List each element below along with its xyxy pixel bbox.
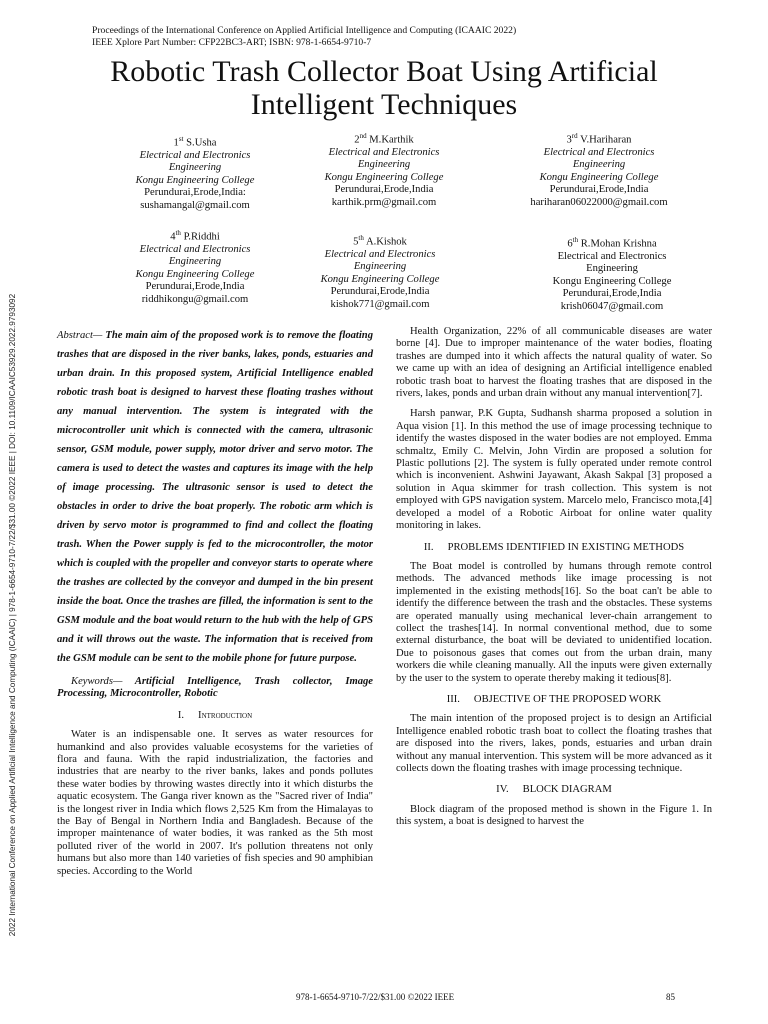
paper-title — [60, 55, 708, 121]
author-block — [284, 130, 484, 209]
author-college: Kongu Engineering College — [539, 171, 659, 183]
author-college: Kongu Engineering College — [320, 273, 440, 285]
author-email: hariharan06022000@gmail.com — [530, 196, 668, 208]
author-college: Kongu Engineering College — [135, 268, 255, 280]
section-heading-problems: II. PROBLEMS IDENTIFIED IN EXISTING METHODS — [423, 541, 685, 553]
keywords: Keywords— Artificial Intelligence, Trash collector, Image Processing, Microcontroller, Robotic — [57, 676, 373, 700]
author-dept-2: Engineering — [168, 162, 222, 174]
author-email: kishok771@gmail.com — [330, 298, 430, 310]
left-column — [57, 326, 373, 878]
paper-title-line-2: Intelligent Techniques — [250, 88, 518, 121]
copyright-footer: 978-1-6654-9710-7/22/$31.00 ©2022 IEEE — [296, 992, 455, 1002]
intro-paragraph-continued: Health Organization, 22% of all communicable diseases are water borne [4]. Due to improper maintenance of the water bodies, floating trashes are dumped into it which affects the natural quality of water. So we came up with an idea of designing an Artificial intelligence enabled robotic trash boat to harvest the floating trashes that are disposed in the rivers, lakes, ponds and urban drain without any manual intervention[7]. — [396, 326, 712, 400]
block-diagram-paragraph: Block diagram of the proposed method is shown in the Figure 1. In this system, a boat is designed to harvest the — [396, 803, 712, 828]
abstract: Abstract— The main aim of the proposed work is to remove the floating trashes that are disposed in the river banks, lakes, ponds, estuaries and urban drain. In this proposed system, Artificial Intelligence enabled robotic trash boat is designed to harvest these floating trashes without any manual intervention. The system is integrated with the microcontroller unit which is connected with the camera, ultrasonic sensor, GSM module, power supply, motor driver and servo motor. The camera is used to detect the wastes and captures its image with the help of image processing. The ultrasonic sensor is used to detect the obstacles in order to drive the boat properly. The robotic arm which is driven by servo motor is programmed to find and collect the floating trash. When the Power supply is fed to the microcontroller, the motor which is coupled with the propeller and conveyor starts to operate where the trashes are collected by the conveyor and dumped in the bin present inside the boat. Once the trashes are filled, the information is sent to the GSM module and the boat would return to the hub with the help of GPS and it will throws out the waste. The information that is received from the GSM module can be sent to the mobile phone for future purpose. — [57, 330, 373, 664]
author-college: Kongu Engineering College — [324, 171, 444, 183]
author-name: 4th P.Riddhi — [170, 229, 220, 243]
author-college: Kongu Engineering College — [552, 275, 672, 287]
conference-header-line-2: IEEE Xplore Part Number: CFP22BC3-ART; ISBN: 978-1-6654-9710-7 — [92, 37, 372, 48]
author-block — [95, 227, 295, 306]
author-name: 6th R.Mohan Krishna — [567, 236, 657, 250]
author-block — [280, 232, 480, 311]
author-email: karthik.prm@gmail.com — [331, 196, 437, 208]
problems-paragraph: The Boat model is controlled by humans through remote control methods. The advanced methods like image processing is not implemented in the existing methods[16]. So the boat can't be able to identify the difference between the trash and the obstacles. These systems are operated manually using mechanical lever-chain arrangement to collect the trashes[14]. In normal conventional method, due to some external disturbance, the boat will be deviated to unidentified location. Due to poisonous gases that comes out from the urban drain, many workers die while cleaning manually. All the inputs were given externally by the user to the system to operate thereby making it tedious[8]. — [396, 560, 712, 684]
author-dept: Electrical and Electronics — [328, 146, 440, 158]
author-place: Perundurai,Erode,India — [562, 288, 662, 300]
author-place: Perundurai,Erode,India — [334, 184, 434, 196]
right-column — [396, 326, 712, 829]
author-dept: Electrical and Electronics — [139, 243, 251, 255]
author-dept: Electrical and Electronics — [139, 149, 251, 161]
author-block — [95, 133, 295, 212]
conference-header-line-1: Proceedings of the International Conference on Applied Artificial Intelligence and Computing (ICAAIC 2022) — [92, 25, 517, 36]
author-place: Perundurai,Erode,India — [549, 184, 649, 196]
author-place: Perundurai,Erode,India — [330, 286, 430, 298]
author-block — [499, 130, 699, 209]
related-work-paragraph: Harsh panwar, P.K Gupta, Sudhansh sharma proposed a solution in Aqua vision [1]. In this method the use of image processing technique to identify the wastes disposed in the water bodies are not employed. Emma schmaltz, Emily C. Melvin, John Virdin are proposed a solution for Plastic pollutions [2]. The system is fully operated under remote control which is inconvenient. Ashwini Jayawant, Akash Sakpal [3] proposed a solution in Aqua skimmer for trash collection. This system is not employed with GPS navigation system. Marcelo melo, Francisco mota,[4] developed a model of a Robotic Airboat for online water quality monitoring in lakes. — [396, 408, 712, 532]
author-dept: Electrical and Electronics — [324, 248, 436, 260]
author-email: riddhikongu@gmail.com — [141, 293, 249, 305]
author-dept: Electrical and Electronics — [543, 146, 655, 158]
author-name: 3rd V.Hariharan — [566, 132, 632, 146]
author-dept-2: Engineering — [353, 261, 407, 273]
author-college: Kongu Engineering College — [135, 174, 255, 186]
author-email: krish06047@gmail.com — [560, 300, 664, 312]
section-heading-block-diagram: IV. BLOCK DIAGRAM — [496, 784, 612, 796]
author-name: 5th A.Kishok — [353, 234, 407, 248]
author-name: 2nd M.Karthik — [354, 132, 414, 146]
author-place: Perundurai,Erode,India: — [144, 187, 246, 199]
author-email: sushamangal@gmail.com — [140, 199, 250, 211]
page-number: 85 — [666, 992, 675, 1002]
section-heading-introduction: I. Introduction — [177, 709, 253, 721]
author-name: 1st S.Usha — [173, 135, 217, 149]
author-block — [512, 234, 712, 313]
paper-title-line-1: Robotic Trash Collector Boat Using Artificial — [110, 55, 658, 88]
doi-sidebar: 2022 International Conference on Applied Artificial Intelligence and Computing (ICAAIC) | 978-1-6654-9710-7/22/$31.00 ©2022 IEEE | DOI: 10.1109/ICAAIC53929.2022.9793092 — [8, 293, 17, 937]
author-place: Perundurai,Erode,India — [145, 281, 245, 293]
intro-paragraph: Water is an indispensable one. It serves as water resources for humankind and also provides valuable ecosystems for the varieties of flora and fauna. With the rapid industrialization, the factories and industries that are nearby to the river banks, lakes and ponds pollutes these water bodies by throwing wastes directly into it which disturbs the aquatic ecosystem. The Ganga river known as the "Sacred river of India" is the longest river in India which flows 2,525 Km from the Himalayas to the Bay of Bengal in Northern India and Bangladesh. Because of the improper maintenance of water bodies, it was ranked as the 5th most polluted river of the world in 2007. It's pollution threatens not only humans but also more than 140 varieties of fish species and 90 amphibian species. According to the World — [57, 729, 373, 877]
author-dept: Electrical and Electronics — [557, 250, 667, 262]
author-dept-2: Engineering — [357, 159, 411, 171]
author-dept-2: Engineering — [572, 159, 626, 171]
author-dept-2: Engineering — [586, 263, 638, 275]
objective-paragraph: The main intention of the proposed project is to design an Artificial Intelligence enabled robotic trash boat to collect the floating trashes that are disposed into the rivers, lakes, ponds, estuaries and urban drain without any manual intervention. This system will be more advanced as it collects down the floating trashes with image processing technique. — [396, 713, 712, 774]
author-dept-2: Engineering — [168, 256, 222, 268]
section-heading-objective: III. OBJECTIVE OF THE PROPOSED WORK — [446, 693, 662, 705]
